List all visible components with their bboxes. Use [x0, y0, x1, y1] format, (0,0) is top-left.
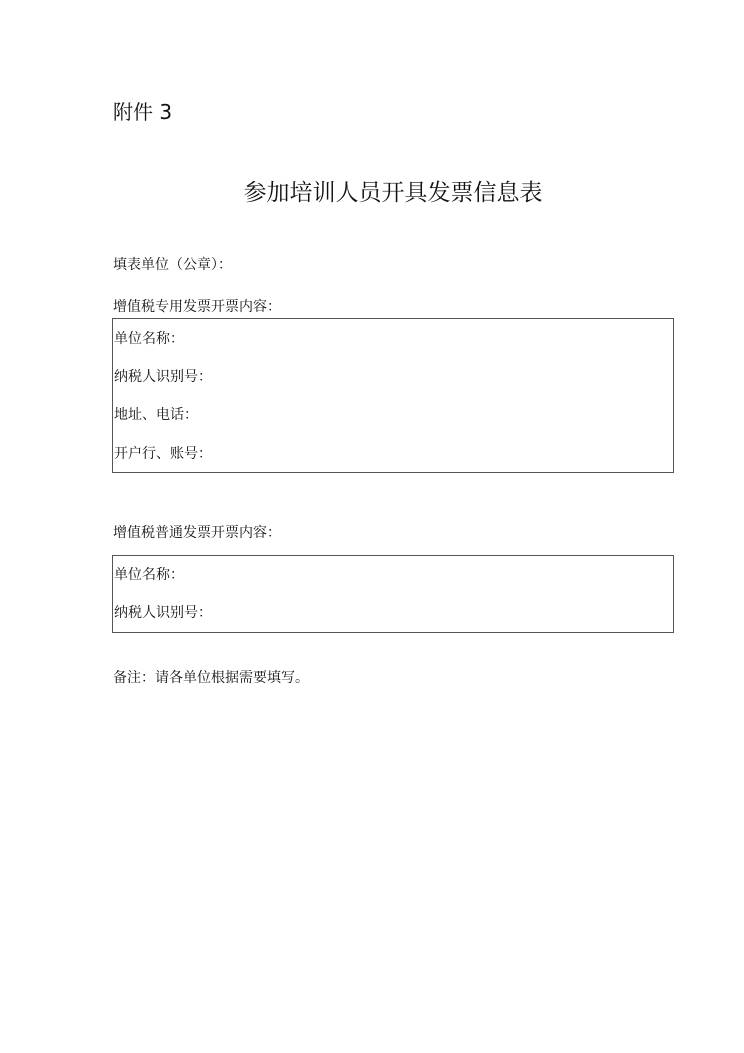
- taxpayer-id-field: 纳税人识别号：: [114, 369, 212, 385]
- vat-normal-heading: 增值税普通发票开票内容：: [113, 525, 281, 541]
- attachment-label: 附件 3: [113, 100, 173, 124]
- address-phone-field: 地址、电话：: [114, 407, 198, 423]
- vat-normal-box: [112, 555, 674, 633]
- document-title: 参加培训人员开具发票信息表: [243, 180, 543, 206]
- company-name-field: 单位名称：: [114, 331, 184, 347]
- remark-note: 备注：请各单位根据需要填写。: [113, 670, 309, 686]
- vat-special-heading: 增值税专用发票开票内容：: [113, 299, 281, 315]
- vat-special-box: [112, 318, 674, 473]
- bank-account-field: 开户行、账号：: [114, 446, 212, 462]
- company-name-field: 单位名称：: [114, 567, 184, 583]
- unit-label: 填表单位（公章）：: [113, 257, 232, 273]
- taxpayer-id-field: 纳税人识别号：: [114, 605, 212, 621]
